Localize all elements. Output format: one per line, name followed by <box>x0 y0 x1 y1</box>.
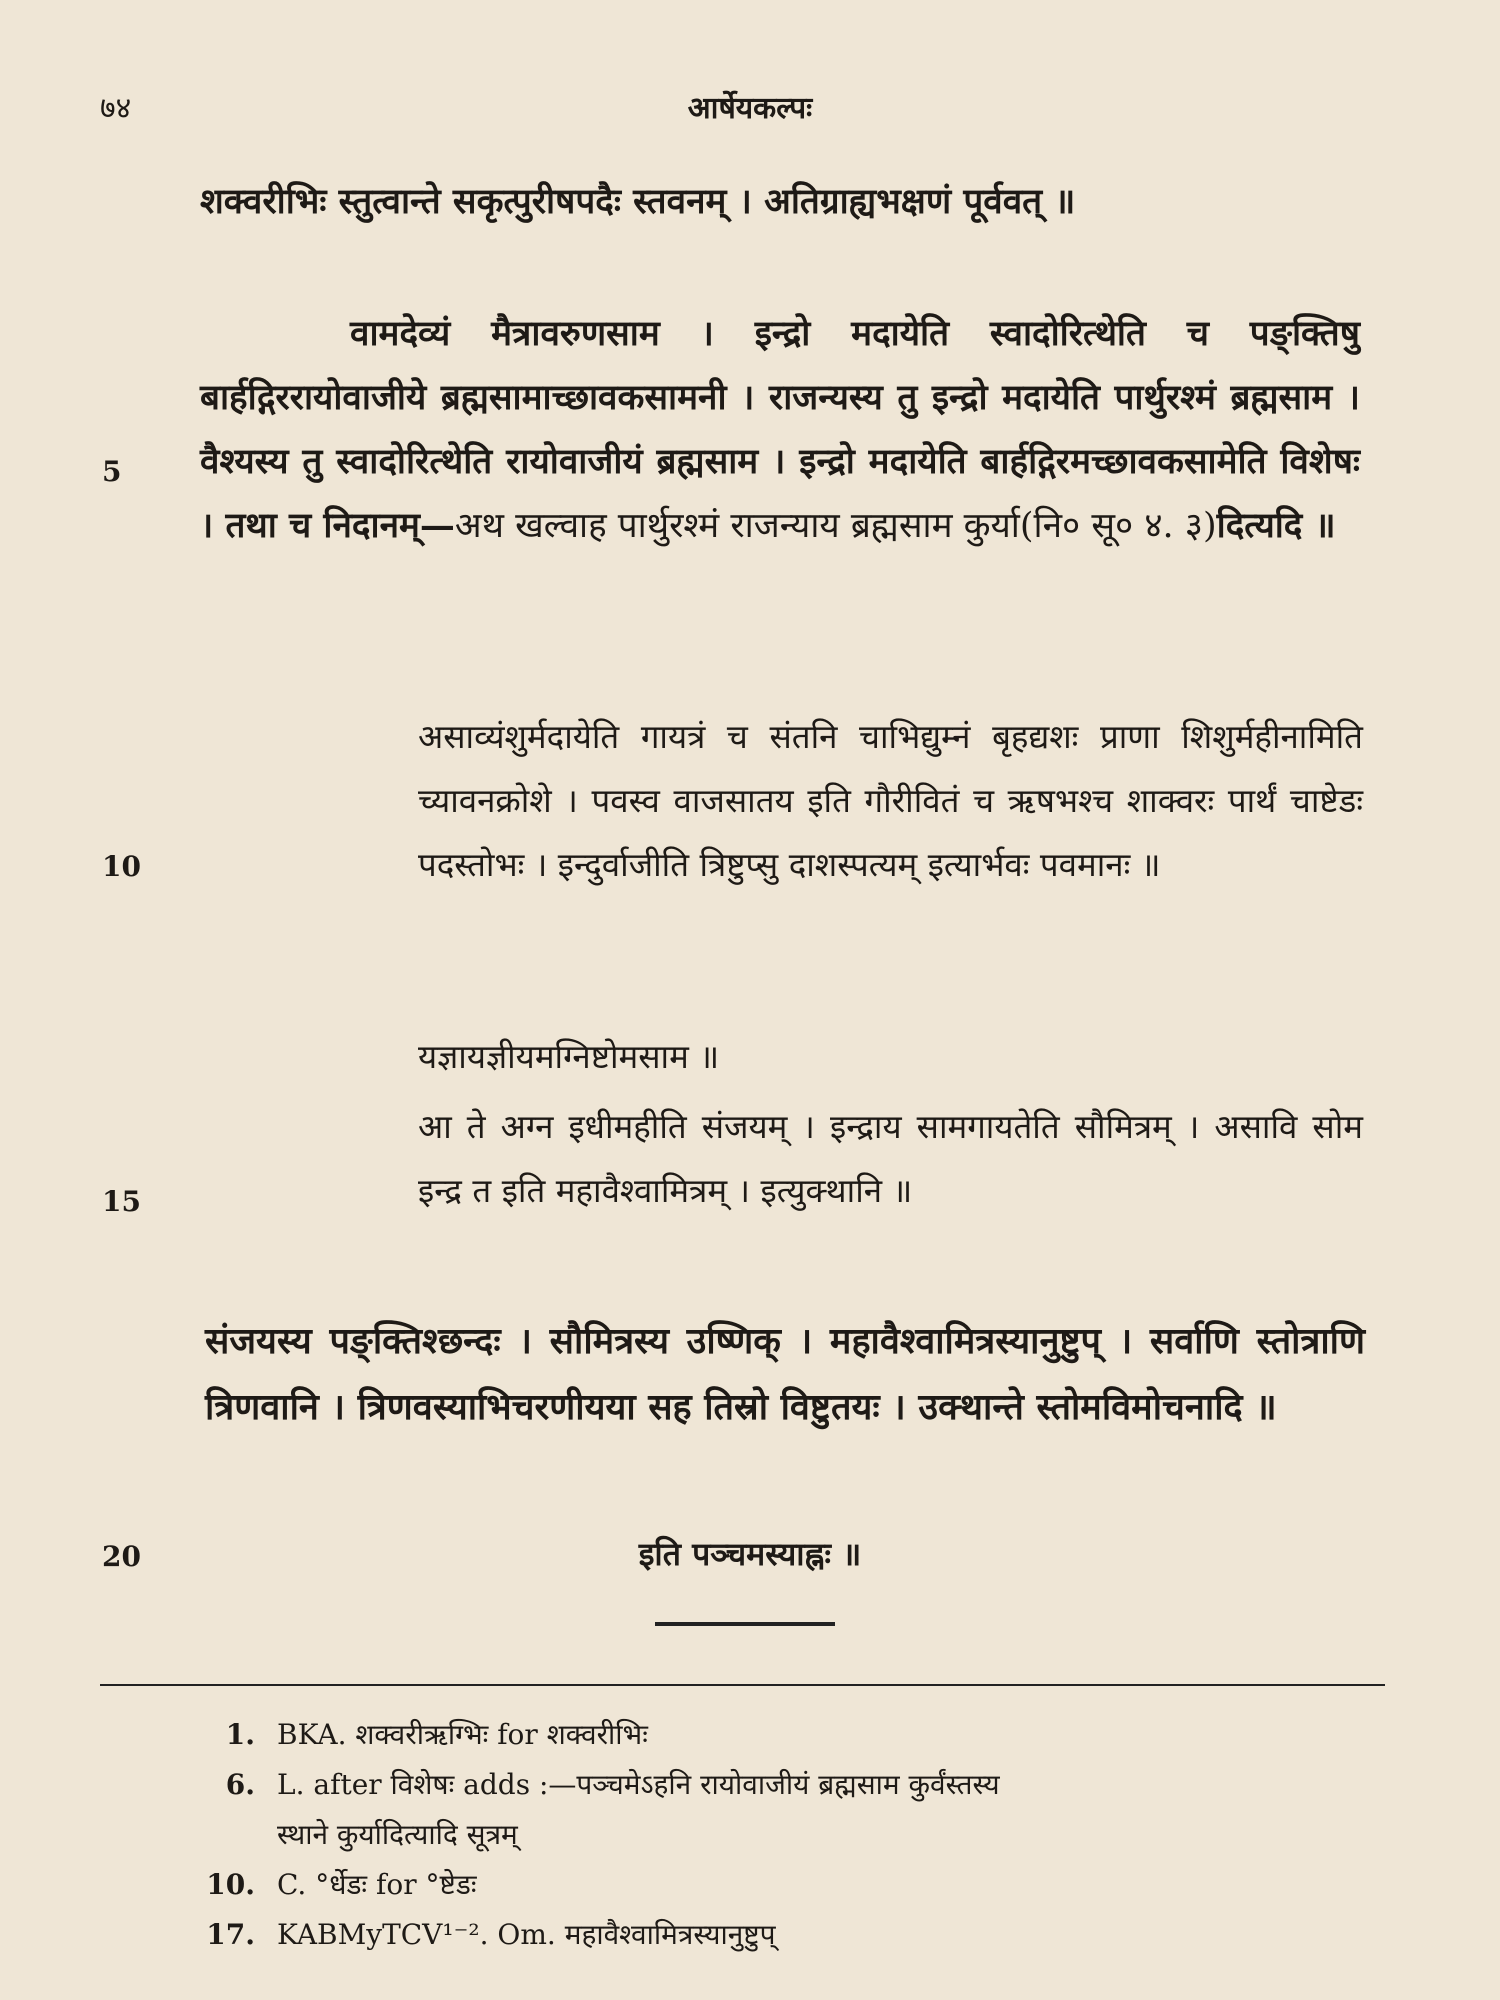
footnote-number: 6. <box>225 1768 255 1801</box>
line-number-15: 15 <box>102 1185 141 1218</box>
footnote-text: L. after विशेषः adds :—पञ्चमेऽहनि रायोवाजीयं ब्रह्मसाम कुर्वंस्तस्य <box>277 1768 1000 1801</box>
footnote-number: 10. <box>206 1868 255 1901</box>
verse-text: आ ते अग्न इधीमहीति संजयम् । इन्द्राय सामगायतेति सौमित्रम् । असावि सोम इन्द्र त इति महावैश्वामित्रम् । इत्युक्थानि ॥ <box>418 1107 1363 1210</box>
footnote-text: KABMyTCV¹⁻². Om. महावैश्वामित्रस्यानुष्टुप् <box>277 1918 776 1951</box>
footnote-text: BKA. शक्वरीऋग्भिः for शक्वरीभिः <box>277 1718 648 1751</box>
section-divider <box>655 1622 835 1626</box>
page-number: ७४ <box>100 91 132 126</box>
line-number-20: 20 <box>102 1540 141 1573</box>
paragraph-shakvari <box>200 170 1360 234</box>
footnote <box>160 1910 1385 1960</box>
paragraph-vamadevya <box>200 302 1360 558</box>
footnote <box>160 1760 1385 1810</box>
paragraph-body <box>200 302 1360 558</box>
footnote <box>160 1860 1385 1910</box>
footnote-rule <box>100 1684 1385 1686</box>
verse-text: असाव्यंशुर्मदायेति गायत्रं च संतनि चाभिद्युम्नं बृहद्यशः प्राणा शिशुर्महीनामिति च्यावनक्रोशे । पवस्व वाजसातय इति गौरीवितं च ऋषभश्च शाक्वरः पार्थं चाष्टेडः पदस्तोभः । इन्दुर्वाजीति त्रिष्टुप्सु दाशस्पत्यम् इत्यार्भवः पवमानः ॥ <box>418 717 1363 884</box>
paragraph-end-text: दित्यदि ॥ <box>1216 505 1336 546</box>
paragraph-text: संजयस्य पङ्क्तिश्छन्दः । सौमित्रस्य उष्णिक् । महावैश्वामित्रस्यानुष्टुप् । सर्वाणि स्तोत्राणि त्रिणवानि । त्रिणवस्याभिचरणीयया सह तिस्रो विष्टुतयः । उक्थान्ते स्तोमविमोचनादि ॥ <box>205 1320 1365 1428</box>
nidana-quote: अथ खल्वाह पार्थुरश्मं राजन्याय ब्रह्मसाम कुर्या(नि० सू० ४. ३) <box>454 506 1217 546</box>
footnote-continuation: स्थाने कुर्यादित्यादि सूत्रम् <box>277 1818 518 1851</box>
verse-text: यज्ञायज्ञीयमग्निष्टोमसाम ॥ <box>418 1037 720 1076</box>
footnote-number: 1. <box>225 1718 255 1751</box>
paragraph-text: शक्वरीभिः स्तुत्वान्ते सकृत्पुरीषपदैः स्तवनम् । अतिग्राह्यभक्षणं पूर्ववत् ॥ <box>200 181 1076 222</box>
running-title: आर्षेयकल्पः <box>687 91 813 126</box>
paragraph-sanjaya <box>205 1308 1365 1440</box>
colophon: इति पञ्चमस्याह्नः ॥ <box>638 1535 862 1573</box>
verse-pavamana <box>418 705 1363 897</box>
verse-yajnayajniya <box>418 1025 1363 1089</box>
footnote-number: 17. <box>206 1918 255 1951</box>
line-number-10: 10 <box>102 850 141 883</box>
footnote-text: C. °र्धेडः for °ष्टेडः <box>277 1868 477 1901</box>
line-number-5: 5 <box>102 455 122 488</box>
footnote <box>160 1710 1385 1760</box>
paragraph-main-text: वामदेव्यं मैत्रावरुणसाम । इन्द्रो मदायेति स्वादोरित्थेति च पङ्क्तिषु बार्हद्गिररायोवाजीये ब्रह्मसामाच्छावकसामनी । राजन्यस्य तु इन्द्रो मदायेति पार्थुरश्मं ब्रह्मसाम । वैश्यस्य तु स्वादोरित्थेति रायोवाजीयं ब्रह्मसाम । इन्द्रो मदायेति बार्हद्गिरमच्छावकसामेति विशेषः । तथा च निदानम्— <box>200 313 1360 546</box>
footnotes <box>160 1710 1385 1960</box>
verse-uktha <box>418 1095 1363 1223</box>
